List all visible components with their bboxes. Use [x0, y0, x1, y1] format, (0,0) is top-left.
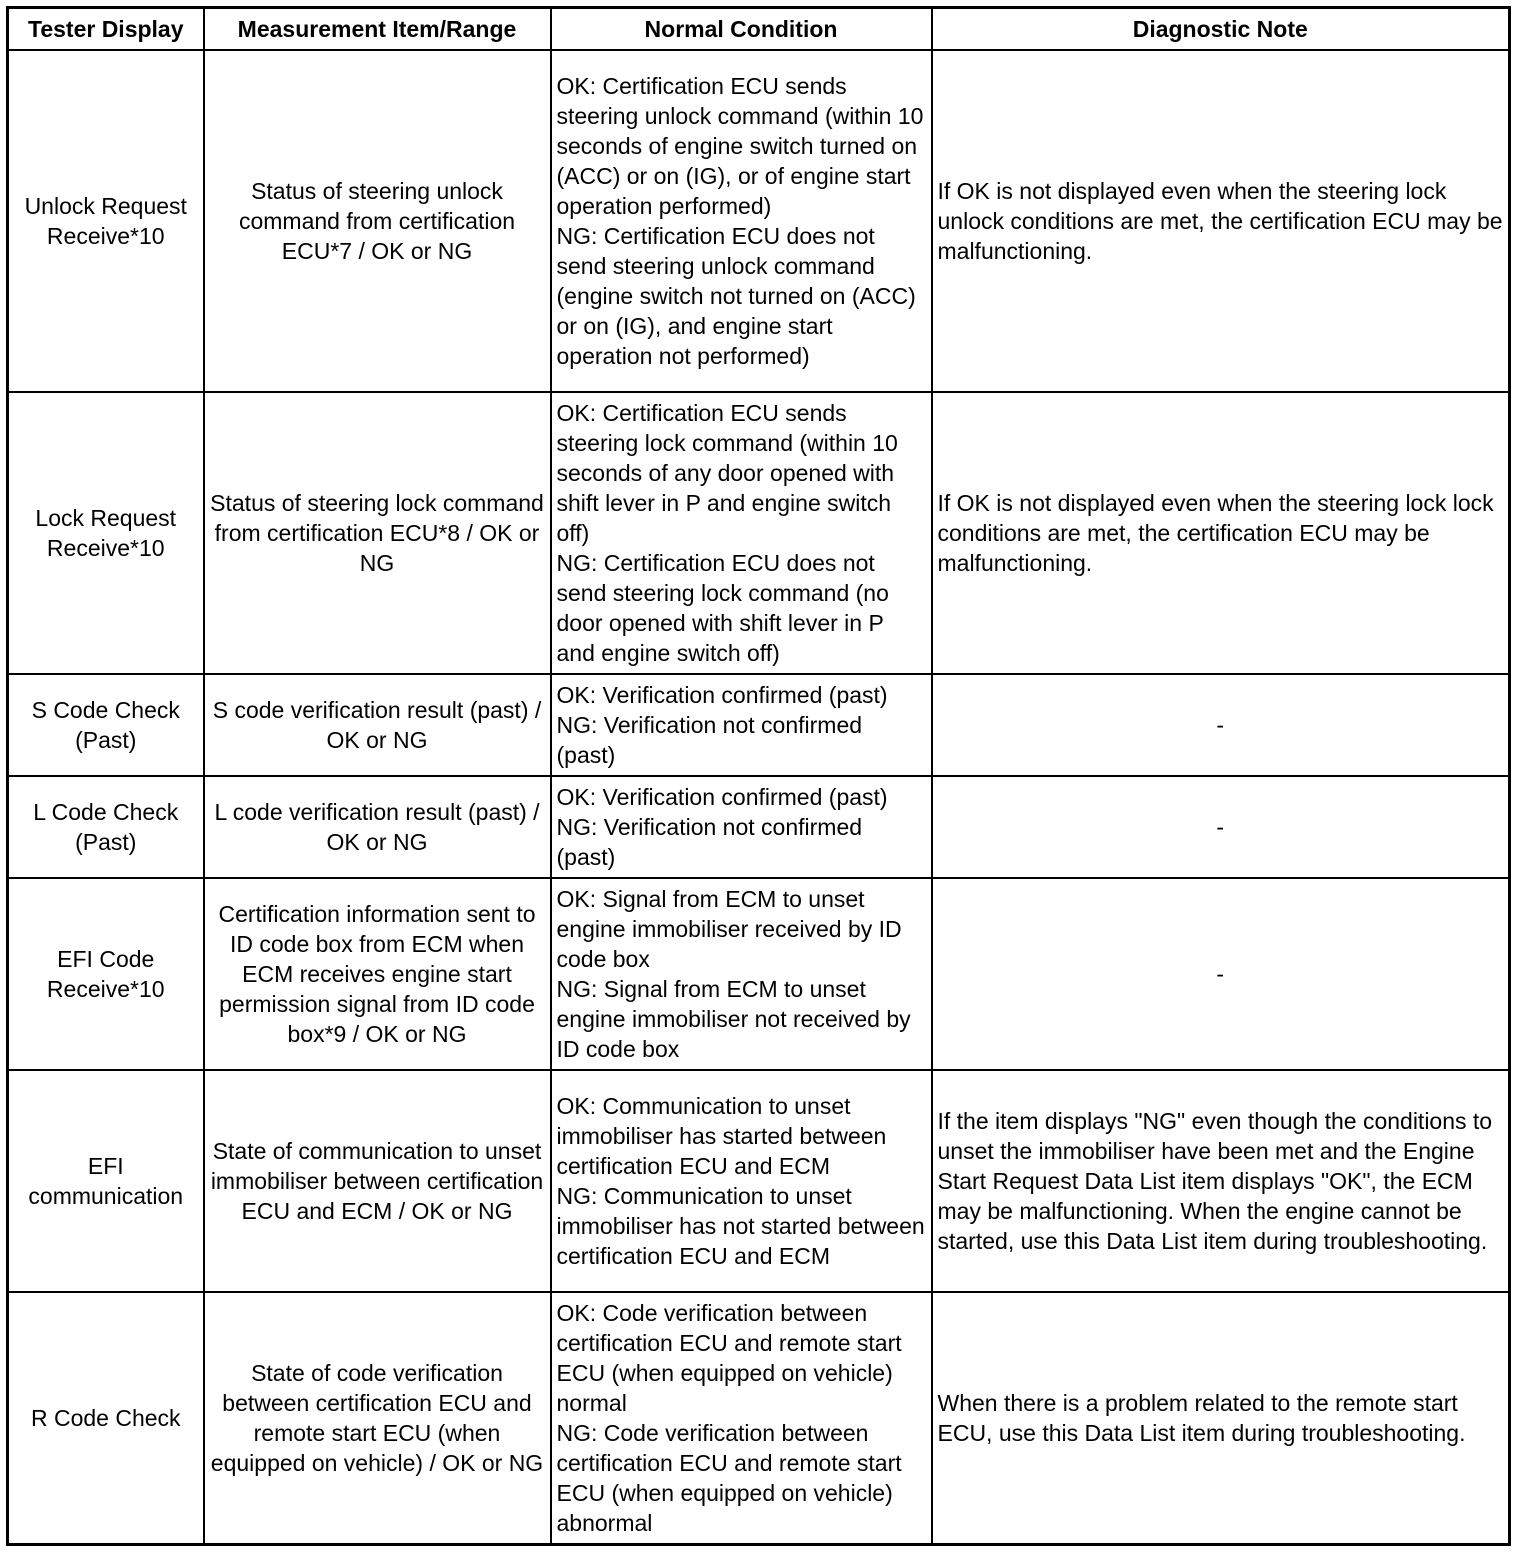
measurement-item-cell: S code verification result (past) / OK or NG — [204, 674, 551, 776]
table-row — [8, 776, 1510, 878]
normal-ok-text: OK: Certification ECU sends steering lock command (within 10 seconds of any door opened with shift lever in P and engine switch off) — [556, 400, 898, 546]
table-row — [8, 1292, 1510, 1544]
table-row — [8, 392, 1510, 674]
measurement-item-cell: State of communication to unset immobiliser between certification ECU and ECM / OK or NG — [204, 1070, 551, 1292]
normal-ng-text: NG: Code verification between certification ECU and remote start ECU (when equipped on vehicle) abnormal — [556, 1419, 902, 1536]
tester-display-cell: L Code Check (Past) — [8, 776, 204, 878]
diagnostic-note-cell: - — [932, 878, 1510, 1070]
diagnostic-note-cell: If OK is not displayed even when the steering lock unlock conditions are met, the certification ECU may be malfunctioning. — [932, 50, 1510, 392]
normal-ok-text: OK: Verification confirmed (past) — [556, 784, 888, 810]
normal-condition-cell — [551, 50, 932, 392]
tester-display-cell: EFI Code Receive*10 — [8, 878, 204, 1070]
header-tester-display: Tester Display — [8, 8, 204, 51]
diagnostic-note-cell: If the item displays "NG" even though the conditions to unset the immobiliser have been met and the Engine Start Request Data List item displays "OK", the ECM may be malfunctioning. When the engine cannot be started, use this Data List item during troubleshooting. — [932, 1070, 1510, 1292]
normal-ng-text: NG: Certification ECU does not send steering lock command (no door opened with shift lever in P and engine switch off) — [556, 550, 889, 666]
normal-condition-cell — [551, 674, 932, 776]
measurement-item-cell: Status of steering unlock command from certification ECU*7 / OK or NG — [204, 50, 551, 392]
measurement-item-cell: Status of steering lock command from certification ECU*8 / OK or NG — [204, 392, 551, 674]
normal-ok-text: OK: Certification ECU sends steering unlock command (within 10 seconds of engine switch turned on (ACC) or on (IG), or of engine start operation performed) — [556, 73, 924, 219]
tester-display-cell: S Code Check (Past) — [8, 674, 204, 776]
normal-condition-cell — [551, 1070, 932, 1292]
table-row — [8, 1070, 1510, 1292]
measurement-item-cell: Certification information sent to ID code box from ECM when ECM receives engine start permission signal from ID code box*9 / OK or NG — [204, 878, 551, 1070]
normal-ng-text: NG: Signal from ECM to unset engine immobiliser not received by ID code box — [556, 976, 911, 1062]
normal-condition-cell — [551, 392, 932, 674]
normal-ok-text: OK: Communication to unset immobiliser has started between certification ECU and ECM — [556, 1093, 887, 1179]
diagnostic-note-cell: - — [932, 776, 1510, 878]
header-row — [8, 8, 1510, 51]
tester-display-cell: EFI communication — [8, 1070, 204, 1292]
table-row — [8, 50, 1510, 392]
tester-display-cell: Lock Request Receive*10 — [8, 392, 204, 674]
header-normal-condition: Normal Condition — [551, 8, 932, 51]
tester-display-cell: R Code Check — [8, 1292, 204, 1544]
normal-ng-text: NG: Verification not confirmed (past) — [556, 814, 863, 870]
header-diagnostic-note: Diagnostic Note — [932, 8, 1510, 51]
normal-condition-cell — [551, 878, 932, 1070]
table-row — [8, 674, 1510, 776]
normal-ok-text: OK: Code verification between certification ECU and remote start ECU (when equipped on vehicle) normal — [556, 1299, 902, 1416]
normal-ng-text: NG: Communication to unset immobiliser has not started between certification ECU and ECM — [556, 1183, 925, 1269]
normal-ok-text: OK: Signal from ECM to unset engine immobiliser received by ID code box — [556, 886, 902, 972]
table-row — [8, 878, 1510, 1070]
normal-ng-text: NG: Verification not confirmed (past) — [556, 712, 863, 768]
measurement-item-cell: L code verification result (past) / OK or NG — [204, 776, 551, 878]
normal-condition-cell — [551, 1292, 932, 1544]
measurement-item-cell: State of code verification between certification ECU and remote start ECU (when equipped on vehicle) / OK or NG — [204, 1292, 551, 1544]
header-measurement-item: Measurement Item/Range — [204, 8, 551, 51]
data-list-table — [6, 6, 1511, 1546]
normal-condition-cell — [551, 776, 932, 878]
diagnostic-note-cell: If OK is not displayed even when the steering lock lock conditions are met, the certification ECU may be malfunctioning. — [932, 392, 1510, 674]
diagnostic-note-cell: When there is a problem related to the remote start ECU, use this Data List item during troubleshooting. — [932, 1292, 1510, 1544]
normal-ok-text: OK: Verification confirmed (past) — [556, 682, 888, 708]
normal-ng-text: NG: Certification ECU does not send steering unlock command (engine switch not turned on (ACC) or on (IG), and engine start operation not performed) — [556, 223, 916, 369]
diagnostic-note-cell: - — [932, 674, 1510, 776]
tester-display-cell: Unlock Request Receive*10 — [8, 50, 204, 392]
